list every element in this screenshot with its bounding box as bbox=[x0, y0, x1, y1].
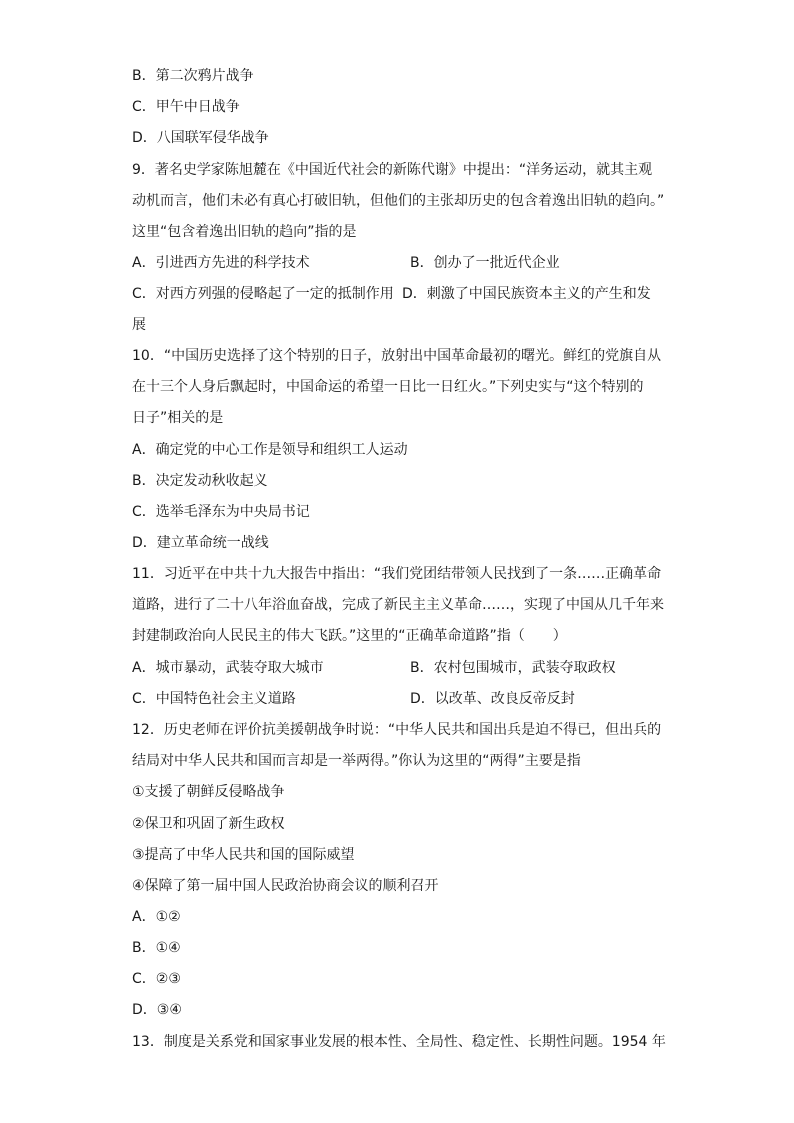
q11-option-b: B．农村包围城市，武装夺取政权 bbox=[410, 660, 616, 676]
q9-stem-line3: 这里“包含着逸出旧轨的趋向”指的是 bbox=[132, 224, 357, 240]
q9-option-d: D．刺激了中国民族资本主义的产生和发 bbox=[402, 286, 651, 302]
q9-option-d-cont: 展 bbox=[132, 317, 146, 333]
q9-stem-line2: 动机而言，他们未必有真心打破旧轨，但他们的主张却历史的包含着逸出旧轨的趋向。” bbox=[132, 193, 665, 209]
q9-option-b: B．创办了一批近代企业 bbox=[410, 255, 560, 271]
q12-option-b: B．①④ bbox=[132, 940, 181, 956]
q12-stem-line1: 12．历史老师在评价抗美援朝战争时说：“中华人民共和国出兵是迫不得已，但出兵的 bbox=[132, 722, 662, 738]
q11-option-c: C．中国特色社会主义道路 bbox=[132, 691, 296, 707]
q12-option-a: A．①② bbox=[132, 909, 181, 925]
q12-item-1: ①支援了朝鲜反侵略战争 bbox=[132, 784, 285, 800]
q10-option-c: C．选举毛泽东为中央局书记 bbox=[132, 504, 310, 520]
q12-option-d: D．③④ bbox=[132, 1002, 182, 1018]
q8-option-d: D．八国联军侵华战争 bbox=[132, 130, 269, 146]
q10-option-d: D．建立革命统一战线 bbox=[132, 535, 269, 551]
q10-stem-line1: 10．“中国历史选择了这个特别的日子，放射出中国革命最初的曙光。鲜红的党旗自从 bbox=[132, 348, 662, 364]
q8-option-c: C．甲午中日战争 bbox=[132, 99, 240, 115]
q12-stem-line2: 结局对中华人民共和国而言却是一举两得。”你认为这里的“两得”主要是指 bbox=[132, 753, 581, 769]
q10-stem-line3: 日子”相关的是 bbox=[132, 410, 224, 426]
q11-option-d: D．以改革、改良反帝反封 bbox=[410, 691, 575, 707]
q12-item-3: ③提高了中华人民共和国的国际威望 bbox=[132, 847, 355, 863]
q12-item-2: ②保卫和巩固了新生政权 bbox=[132, 816, 285, 832]
q8-option-b: B．第二次鸦片战争 bbox=[132, 68, 254, 84]
q13-stem-line1: 13．制度是关系党和国家事业发展的根本性、全局性、稳定性、长期性问题。1954 年 bbox=[132, 1034, 666, 1050]
q10-option-b: B．决定发动秋收起义 bbox=[132, 473, 268, 489]
q9-option-a: A．引进西方先进的科学技术 bbox=[132, 255, 310, 271]
q11-stem-line2: 道路，进行了二十八年浴血奋战，完成了新民主主义革命……，实现了中国从几千年来 bbox=[132, 597, 664, 613]
q12-item-4: ④保障了第一届中国人民政治协商会议的顺利召开 bbox=[132, 878, 439, 894]
q10-stem-line2: 在十三个人身后飘起时，中国命运的希望一日比一日红火。”下列史实与“这个特别的 bbox=[132, 379, 644, 395]
q10-option-a: A．确定党的中心工作是领导和组织工人运动 bbox=[132, 442, 408, 458]
q11-stem-line3: 封建制政治向人民民主的伟大飞跃。”这里的“正确革命道路”指（ ） bbox=[132, 628, 567, 644]
q11-stem-line1: 11．习近平在中共十九大报告中指出：“我们党团结带领人民找到了一条……正确革命 bbox=[132, 566, 662, 582]
q11-option-a: A．城市暴动，武装夺取大城市 bbox=[132, 660, 324, 676]
q12-option-c: C．②③ bbox=[132, 971, 181, 987]
q9-stem-line1: 9．著名史学家陈旭麓在《中国近代社会的新陈代谢》中提出：“洋务运动，就其主观 bbox=[132, 162, 653, 178]
q9-option-c: C．对西方列强的侵略起了一定的抵制作用 bbox=[132, 286, 394, 302]
